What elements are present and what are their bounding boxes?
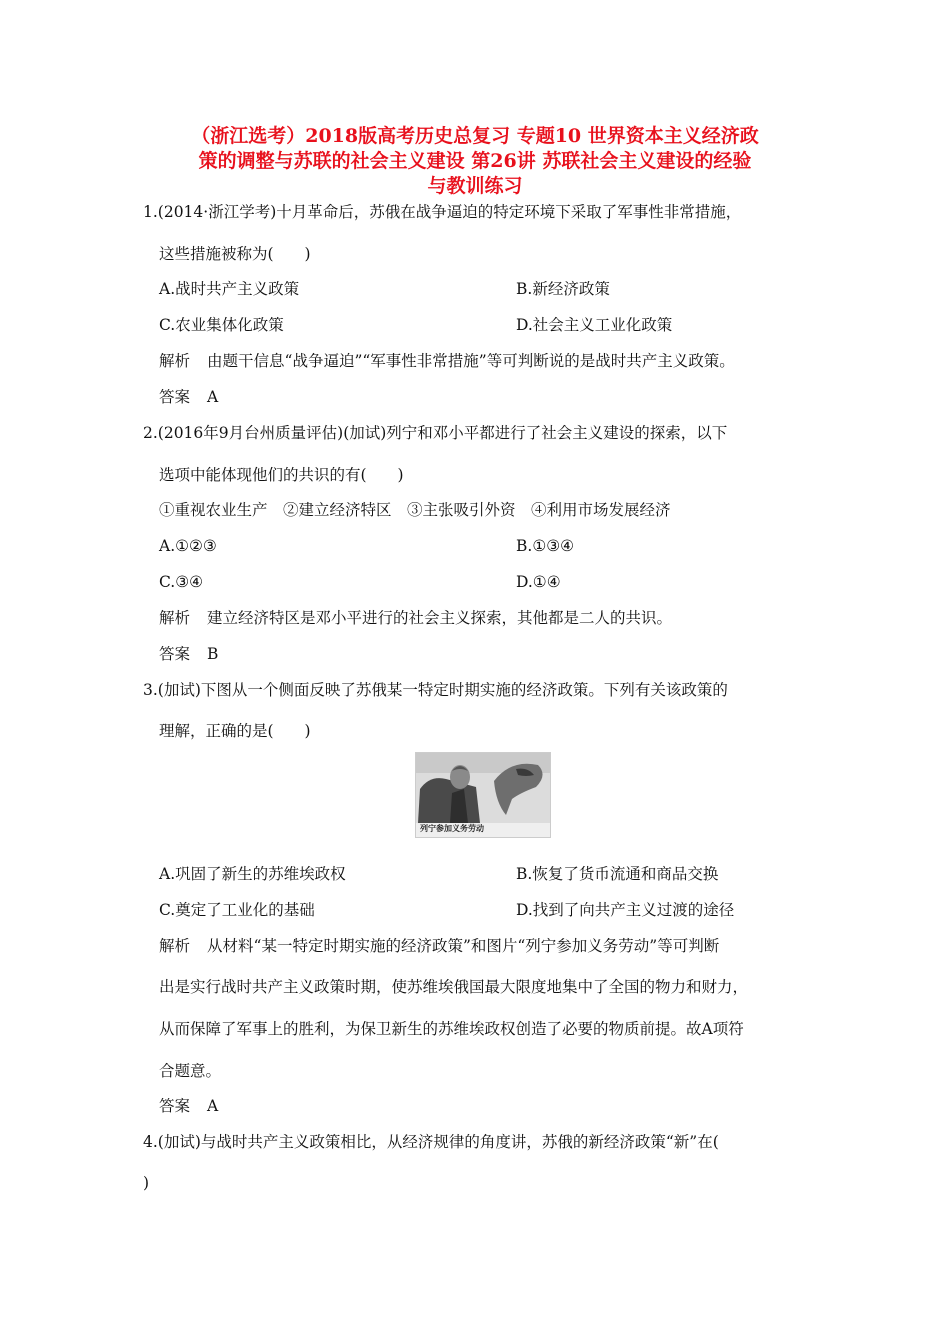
analysis-label: 解析 (159, 609, 191, 627)
photo-caption: 列宁参加义务劳动 (420, 824, 484, 833)
q3-stem-2: 理解，正确的是( ) (159, 722, 311, 740)
q4-stem-2: ) (143, 1174, 150, 1192)
q1-answer-value: A (207, 388, 219, 406)
q3-option-b: B.恢复了货币流通和商品交换 (516, 865, 719, 883)
q3-analysis-3: 从而保障了军事上的胜利，为保卫新生的苏维埃政权创造了必要的物质前提。故A项符 (159, 1020, 744, 1038)
q3-analysis-4: 合题意。 (159, 1062, 222, 1080)
q1-stem-1: 1.(2014·浙江学考)十月革命后，苏俄在战争逼迫的特定环境下采取了军事性非常措施， (143, 203, 742, 221)
q1-answer (159, 387, 218, 407)
q3-option-a: A.巩固了新生的苏维埃政权 (159, 865, 346, 883)
q1-option-b: B.新经济政策 (516, 280, 610, 298)
q3-analysis-text-1: 从材料“某一特定时期实施的经济政策”和图片“列宁参加义务劳动”等可判断 (207, 937, 720, 955)
q3-analysis-1 (159, 936, 719, 956)
analysis-label: 解析 (159, 937, 191, 955)
q3-stem-1: 3.(加试)下图从一个侧面反映了苏俄某一特定时期实施的经济政策。下列有关该政策的 (143, 681, 728, 699)
q1-analysis-text: 由题干信息“战争逼迫”“军事性非常措施”等可判断说的是战时共产主义政策。 (207, 352, 735, 370)
q2-answer-value: B (207, 645, 219, 663)
q3-answer-value: A (207, 1097, 219, 1115)
q3-answer (159, 1096, 218, 1116)
q2-analysis (159, 608, 672, 628)
q2-stem-1: 2.(2016年9月台州质量评估)(加试)列宁和邓小平都进行了社会主义建设的探索，以下 (143, 424, 728, 442)
q1-analysis (159, 351, 735, 371)
q4-stem-1: 4.(加试)与战时共产主义政策相比，从经济规律的角度讲，苏俄的新经济政策“新”在( (143, 1133, 719, 1151)
q1-option-c: C.农业集体化政策 (159, 316, 284, 334)
q2-option-d: D.①④ (516, 573, 561, 591)
q3-option-c: C.奠定了工业化的基础 (159, 901, 315, 919)
q2-answer (159, 644, 218, 664)
q1-option-d: D.社会主义工业化政策 (516, 316, 673, 334)
title-line-2: 策的调整与苏联的社会主义建设 第26讲 苏联社会主义建设的经验 (198, 150, 752, 172)
q2-items: ①重视农业生产 ②建立经济特区 ③主张吸引外资 ④利用市场发展经济 (159, 501, 671, 519)
answer-label: 答案 (159, 645, 191, 663)
q2-stem-2: 选项中能体现他们的共识的有( ) (159, 466, 404, 484)
q2-option-b: B.①③④ (516, 537, 575, 555)
document-title (120, 124, 830, 199)
title-line-3: 与教训练习 (427, 175, 523, 197)
title-line-1: （浙江选考）2018版高考历史总复习 专题10 世界资本主义经济政 (191, 125, 759, 147)
q1-option-a: A.战时共产主义政策 (159, 280, 300, 298)
q2-option-c: C.③④ (159, 573, 204, 591)
lenin-labor-photo (415, 752, 551, 838)
answer-label: 答案 (159, 388, 191, 406)
q1-stem-2: 这些措施被称为( ) (159, 245, 311, 263)
q3-option-d: D.找到了向共产主义过渡的途径 (516, 901, 735, 919)
analysis-label: 解析 (159, 352, 191, 370)
q3-analysis-2: 出是实行战时共产主义政策时期，使苏维埃俄国最大限度地集中了全国的物力和财力， (159, 978, 749, 996)
answer-label: 答案 (159, 1097, 191, 1115)
q2-option-a: A.①②③ (159, 537, 217, 555)
q2-analysis-text: 建立经济特区是邓小平进行的社会主义探索，其他都是二人的共识。 (207, 609, 673, 627)
